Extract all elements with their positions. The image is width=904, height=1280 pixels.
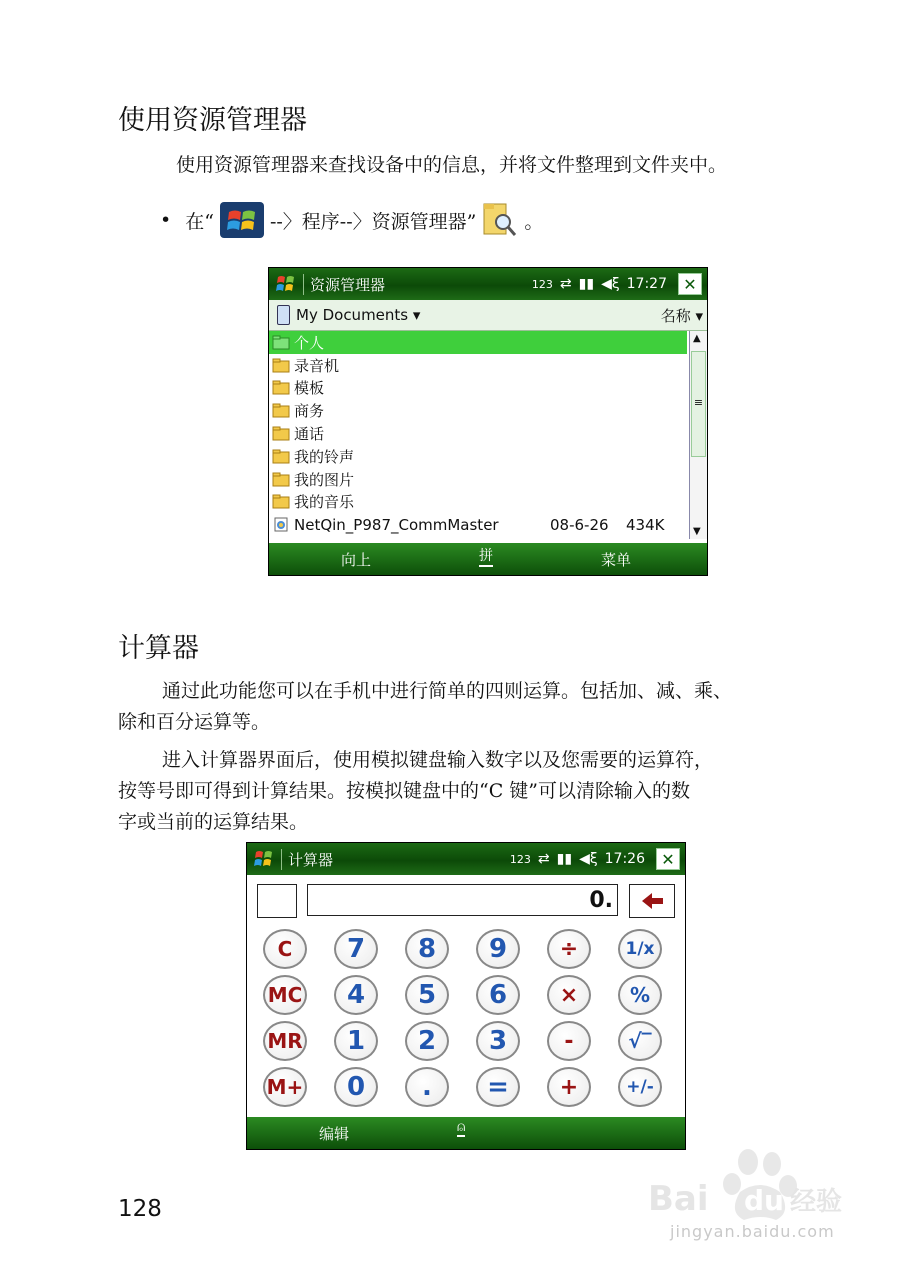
folder-icon [272,472,290,487]
scroll-down-icon[interactable]: ▼ [693,526,701,537]
list-item[interactable] [269,331,687,354]
volume-icon[interactable]: ◀ξ [579,851,598,867]
explorer-screenshot [268,267,708,576]
input-panel-button[interactable]: ⍝ [457,1119,466,1135]
list-item[interactable] [269,468,687,491]
sync-icon: ⇄ [537,851,550,867]
digit-5-key[interactable]: 5 [405,975,449,1015]
section-heading-explorer: 使用资源管理器 [118,105,307,136]
calc-desc-line5: 字或当前的运算结果。 [118,811,309,833]
menu-softkey[interactable]: 菜单 [601,551,632,569]
square-root-key[interactable]: √‾ [618,1021,662,1061]
calculator-display: 0. [307,884,618,916]
file-row[interactable] [269,513,687,536]
memory-indicator [257,884,297,918]
folder-icon [272,403,290,418]
watermark-url: jingyan.baidu.com [670,1222,835,1241]
file-date: 08-6-26 [550,515,609,534]
application-icon [272,517,290,532]
device-icon [277,305,290,325]
digit-1-key[interactable]: 1 [334,1021,378,1061]
folder-icon [272,358,290,373]
file-size: 434K [626,515,665,534]
memory-clear-key[interactable]: MC [263,975,307,1015]
percent-key[interactable]: % [618,975,662,1015]
file-explorer-icon [482,200,518,240]
calc-desc-line4: 按等号即可得到计算结果。按模拟键盘中的“C 键”可以清除输入的数 [118,780,691,802]
backspace-button[interactable] [629,884,675,918]
list-item-label: 我的铃声 [294,447,355,466]
calc-desc-line3: 进入计算器界面后，使用模拟键盘输入数字以及您需要的运算符， [162,749,714,771]
start-menu-icon[interactable] [253,848,275,870]
location-dropdown[interactable]: My Documents ▾ [296,306,421,324]
list-item[interactable] [269,422,687,445]
sign-toggle-key[interactable]: +/- [618,1067,662,1107]
folder-icon [272,426,290,441]
digit-0-key[interactable]: 0 [334,1067,378,1107]
softkey-bar [269,543,707,575]
bullet-text-before: 在“ [185,210,214,233]
close-button[interactable]: ✕ [656,848,680,870]
clear-key[interactable]: C [263,929,307,969]
window-title: 资源管理器 [303,274,385,295]
explorer-titlebar [269,268,707,300]
list-item-label: 我的音乐 [294,493,355,512]
calc-desc-line1: 通过此功能您可以在手机中进行简单的四则运算。包括加、减、乘、 [162,680,733,702]
svg-text:du: du [744,1184,784,1217]
memory-recall-key[interactable]: MR [263,1021,307,1061]
input-mode-indicator: 123 [509,852,531,866]
add-key[interactable]: + [547,1067,591,1107]
calc-desc-line2: 除和百分运算等。 [118,711,271,733]
grip-icon: ≡ [693,396,704,409]
clock[interactable]: 17:27 [626,276,667,292]
digit-4-key[interactable]: 4 [334,975,378,1015]
input-mode-indicator: 123 [531,277,553,291]
start-menu-icon[interactable] [275,273,297,295]
digit-3-key[interactable]: 3 [476,1021,520,1061]
digit-6-key[interactable]: 6 [476,975,520,1015]
list-item-label: 模板 [294,379,325,398]
folder-icon [272,494,290,509]
status-area [510,843,645,875]
digit-8-key[interactable]: 8 [405,929,449,969]
folder-icon [272,380,290,395]
svg-text:经验: 经验 [790,1187,843,1217]
softkey-bar [247,1117,685,1149]
status-area [532,268,667,300]
equals-key[interactable]: = [476,1067,520,1107]
clock[interactable]: 17:26 [604,851,645,867]
input-panel-button[interactable]: 拼 [479,545,493,567]
calculator-screenshot [246,842,686,1150]
digit-7-key[interactable]: 7 [334,929,378,969]
list-item-label: 通话 [294,425,325,444]
volume-icon[interactable]: ◀ξ [601,276,620,292]
decimal-key[interactable]: . [405,1067,449,1107]
list-item-label: 录音机 [294,356,340,375]
signal-icon: ▮▮ [578,276,595,292]
digit-9-key[interactable]: 9 [476,929,520,969]
sync-icon: ⇄ [559,276,572,292]
reciprocal-key[interactable]: 1/x [618,929,662,969]
edit-softkey[interactable]: 编辑 [319,1125,350,1143]
sort-dropdown[interactable]: 名称 ▾ [660,306,703,325]
svg-text:Bai: Bai [648,1179,709,1219]
multiply-key[interactable]: × [547,975,591,1015]
page-number: 128 [118,1196,162,1222]
explorer-bullet [160,200,543,240]
bullet-mark: • [160,209,172,231]
location-bar [269,300,707,331]
digit-2-key[interactable]: 2 [405,1021,449,1061]
file-name: NetQin_P987_CommMaster [294,515,499,534]
bullet-text-middle: --〉程序--〉资源管理器” [269,210,477,233]
file-list [269,331,687,536]
list-item-label: 商务 [294,402,325,421]
list-item[interactable] [269,399,687,422]
scrollbar-thumb[interactable] [691,351,706,457]
list-item[interactable] [269,354,687,377]
list-item[interactable] [269,377,687,400]
explorer-intro: 使用资源管理器来查找设备中的信息，并将文件整理到文件夹中。 [176,154,728,176]
folder-icon [272,449,290,464]
up-softkey[interactable]: 向上 [341,551,372,569]
close-button[interactable]: ✕ [678,273,702,295]
folder-icon [272,335,290,350]
list-item-label: 我的图片 [294,470,355,489]
baidu-watermark-logo [640,1140,860,1270]
list-item[interactable] [269,445,687,468]
section-heading-calculator: 计算器 [118,633,199,664]
list-item[interactable] [269,491,687,514]
list-item-label: 个人 [294,333,325,352]
subtract-key[interactable]: - [547,1021,591,1061]
back-arrow-icon [630,885,674,917]
divide-key[interactable]: ÷ [547,929,591,969]
memory-add-key[interactable]: M+ [263,1067,307,1107]
signal-icon: ▮▮ [556,851,573,867]
scrollbar[interactable] [689,331,707,539]
calculator-titlebar [247,843,685,875]
bullet-text-after: 。 [524,210,544,233]
scroll-up-icon[interactable]: ▲ [693,333,701,344]
window-title: 计算器 [281,849,333,870]
windows-start-icon [220,202,264,238]
